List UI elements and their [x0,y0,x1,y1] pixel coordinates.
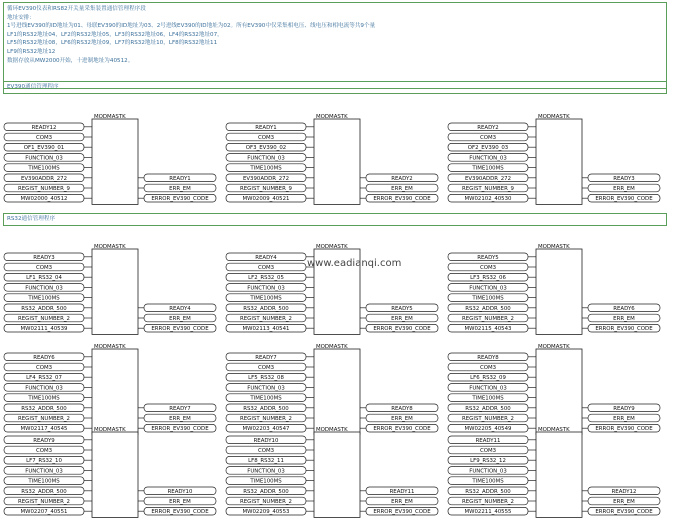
input-label: REGIST_NUMBER_2 [18,316,70,322]
output-label: ERR_EM [613,316,635,322]
input-label: EV390ADDR_272 [242,175,290,182]
input-label: MW02009_40521 [242,196,290,203]
input-label: MW02117_40545 [20,426,68,433]
block-type-label: MODMASTK [538,344,570,350]
output-label: ERR_EM [391,186,413,192]
input-label: MW02102_40530 [464,196,512,203]
input-label: FUNCTION_03 [469,468,507,475]
input-label: READY12 [31,124,57,131]
input-label: RS32_ADDR_500 [465,488,511,495]
input-label: LF8_RS32_11 [248,458,284,465]
input-label: EV390ADDR_272 [464,175,512,182]
comment-line: 循环EV390仪表和RS82开关量采集装置通信管理程序段 [7,6,146,12]
input-label: COM3 [35,365,53,371]
input-label: FUNCTION_03 [25,385,63,392]
input-label: LF9_RS32_12 [470,458,506,465]
input-label: RS32_ADDR_500 [243,488,289,495]
input-label: REGIST_NUMBER_2 [18,499,70,505]
input-label: FUNCTION_03 [25,468,63,475]
input-label: TIME100MS [250,395,282,402]
function-block [92,432,138,517]
input-label: COM3 [257,135,275,141]
comment-line: 数据存放从MW2000开始，十进制地址为40512。 [7,57,134,64]
input-label: TIME100MS [472,165,504,172]
block-type-label: MODMASTK [94,114,126,120]
output-label: ERROR_EV390_CODE [595,426,653,433]
input-label: FUNCTION_03 [247,468,285,475]
comment-line: LF5的RS32地址08，LF6的RS32地址09，LF7的RS32地址10，LF8的RS32地址11 [7,40,218,47]
input-label: MW02000_40512 [20,196,68,203]
function-block [536,249,582,334]
input-label: COM3 [479,265,497,271]
input-label: REGIST_NUMBER_9 [18,186,70,192]
input-label: TIME100MS [250,165,282,172]
input-label: TIME100MS [28,478,60,485]
input-label: FUNCTION_03 [25,155,63,162]
input-label: RS32_ADDR_500 [21,488,67,495]
input-label: FUNCTION_03 [469,155,507,162]
input-label: COM3 [479,135,497,141]
output-label: ERR_EM [169,186,191,192]
input-label: LF6_RS32_09 [470,375,506,382]
output-label: READY10 [167,488,193,495]
input-label: REGIST_NUMBER_9 [462,186,514,192]
output-label: READY11 [389,488,415,495]
output-label: ERR_EM [613,416,635,422]
output-label: READY1 [169,175,191,182]
input-label: FUNCTION_03 [25,285,63,292]
function-block [314,432,360,517]
input-label: READY2 [477,124,499,131]
input-label: RS32_ADDR_500 [243,405,289,412]
block-type-label: MODMASTK [94,244,126,250]
input-label: LF7_RS32_10 [26,458,62,465]
input-label: MW02205_40549 [464,426,512,433]
input-label: FUNCTION_03 [247,285,285,292]
input-label: COM3 [35,448,53,454]
block-type-label: MODMASTK [316,244,348,250]
input-label: REGIST_NUMBER_2 [462,316,514,322]
input-label: REGIST_NUMBER_2 [240,316,292,322]
input-label: READY10 [253,437,279,444]
comment-line: 1号进线EV390的ID地址为01、母联EV390的ID地址为03、2号进线EV390的ID地址为02。所有EV390中仅采集相电压、线电压和相电流等共9个量 [7,23,376,30]
function-block [92,249,138,334]
input-label: MW02203_40547 [242,426,290,433]
input-label: EV390ADDR_272 [20,175,68,182]
input-label: COM3 [479,365,497,371]
input-label: REGIST_NUMBER_2 [240,416,292,422]
input-label: READY8 [477,354,499,361]
input-label: READY3 [33,254,55,261]
input-label: FUNCTION_03 [247,155,285,162]
input-label: REGIST_NUMBER_2 [462,416,514,422]
input-label: READY9 [33,437,55,444]
input-label: READY7 [255,354,277,361]
output-label: ERR_EM [169,416,191,422]
function-block [314,119,360,204]
input-label: READY6 [33,354,55,361]
output-label: ERROR_EV390_CODE [373,196,431,203]
comment-line: LF9的RS32地址12 [7,48,56,55]
input-label: LF3_RS32_06 [470,275,506,282]
input-label: LF2_RS32_05 [248,275,284,282]
output-label: ERR_EM [391,416,413,422]
input-label: TIME100MS [472,295,504,302]
comment-line: 地址安排： [7,14,35,21]
block-type-label: MODMASTK [316,344,348,350]
input-label: COM3 [479,448,497,454]
output-label: READY5 [391,305,413,312]
input-label: COM3 [35,135,53,141]
input-label: TIME100MS [472,478,504,485]
block-type-label: MODMASTK [538,427,570,433]
output-label: READY8 [391,405,413,412]
input-label: TIME100MS [250,478,282,485]
output-label: READY7 [169,405,191,412]
input-label: MW02113_40541 [242,326,290,333]
function-block [92,349,138,434]
input-label: MW02207_40551 [20,509,68,516]
output-label: ERROR_EV390_CODE [151,326,209,333]
input-label: READY4 [255,254,277,261]
output-label: ERROR_EV390_CODE [595,196,653,203]
input-label: COM3 [257,448,275,454]
input-label: TIME100MS [28,295,60,302]
function-block [536,119,582,204]
function-block [92,119,138,204]
output-label: READY4 [169,305,191,312]
input-label: COM3 [257,365,275,371]
input-label: COM3 [257,265,275,271]
output-label: ERROR_EV390_CODE [373,326,431,333]
input-label: OF2_EV390_03 [467,145,509,152]
input-label: REGIST_NUMBER_2 [18,416,70,422]
input-label: TIME100MS [28,395,60,402]
block-type-label: MODMASTK [94,344,126,350]
output-label: ERROR_EV390_CODE [151,509,209,516]
input-label: MW02211_40555 [464,509,512,516]
input-label: LF4_RS32_07 [26,375,62,382]
input-label: RS32_ADDR_500 [243,305,289,312]
input-label: FUNCTION_03 [469,285,507,292]
output-label: ERR_EM [391,316,413,322]
input-label: LF1_RS32_04 [26,275,62,282]
output-label: READY3 [613,175,635,182]
input-label: REGIST_NUMBER_2 [462,499,514,505]
input-label: FUNCTION_03 [247,385,285,392]
output-label: ERR_EM [169,316,191,322]
input-label: COM3 [35,265,53,271]
function-block [536,349,582,434]
output-label: READY9 [613,405,635,412]
input-label: LF5_RS32_08 [248,375,284,382]
output-label: ERROR_EV390_CODE [373,426,431,433]
function-block [314,349,360,434]
block-type-label: MODMASTK [316,427,348,433]
block-type-label: MODMASTK [538,244,570,250]
section-title-rs32: RS32通信管理程序 [3,213,667,226]
input-label: OF1_EV390_01 [23,145,65,152]
output-label: READY12 [611,488,637,495]
section-title-ev390: EV390通信管理程序 [3,81,667,94]
input-label: RS32_ADDR_500 [21,405,67,412]
input-label: RS32_ADDR_500 [21,305,67,312]
output-label: ERR_EM [613,499,635,505]
input-label: RS32_ADDR_500 [465,405,511,412]
input-label: TIME100MS [28,165,60,172]
block-type-label: MODMASTK [538,114,570,120]
input-label: RS32_ADDR_500 [465,305,511,312]
input-label: TIME100MS [250,295,282,302]
output-label: ERR_EM [391,499,413,505]
output-label: ERROR_EV390_CODE [373,509,431,516]
input-label: MW02111_40539 [20,326,68,333]
watermark: www.eadianqi.com [307,258,402,269]
output-label: ERROR_EV390_CODE [595,509,653,516]
input-label: READY5 [477,254,499,261]
block-type-label: MODMASTK [316,114,348,120]
input-label: FUNCTION_03 [469,385,507,392]
input-label: MW02115_40543 [464,326,512,333]
function-block [536,432,582,517]
input-label: REGIST_NUMBER_2 [240,499,292,505]
output-label: ERR_EM [613,186,635,192]
input-label: OF3_EV390_02 [245,145,287,152]
output-label: ERROR_EV390_CODE [151,196,209,203]
output-label: ERROR_EV390_CODE [595,326,653,333]
input-label: TIME100MS [472,395,504,402]
comment-line: LF1的RS32地址04，LF2的RS32地址05，LF3的RS32地址06，LF4的RS32地址07， [7,31,223,38]
input-label: READY1 [255,124,277,131]
output-label: ERR_EM [169,499,191,505]
input-label: MW02209_40553 [242,509,290,516]
input-label: READY11 [475,437,501,444]
block-type-label: MODMASTK [94,427,126,433]
output-label: READY6 [613,305,635,312]
input-label: REGIST_NUMBER_9 [240,186,292,192]
output-label: READY2 [391,175,413,182]
output-label: ERROR_EV390_CODE [151,426,209,433]
